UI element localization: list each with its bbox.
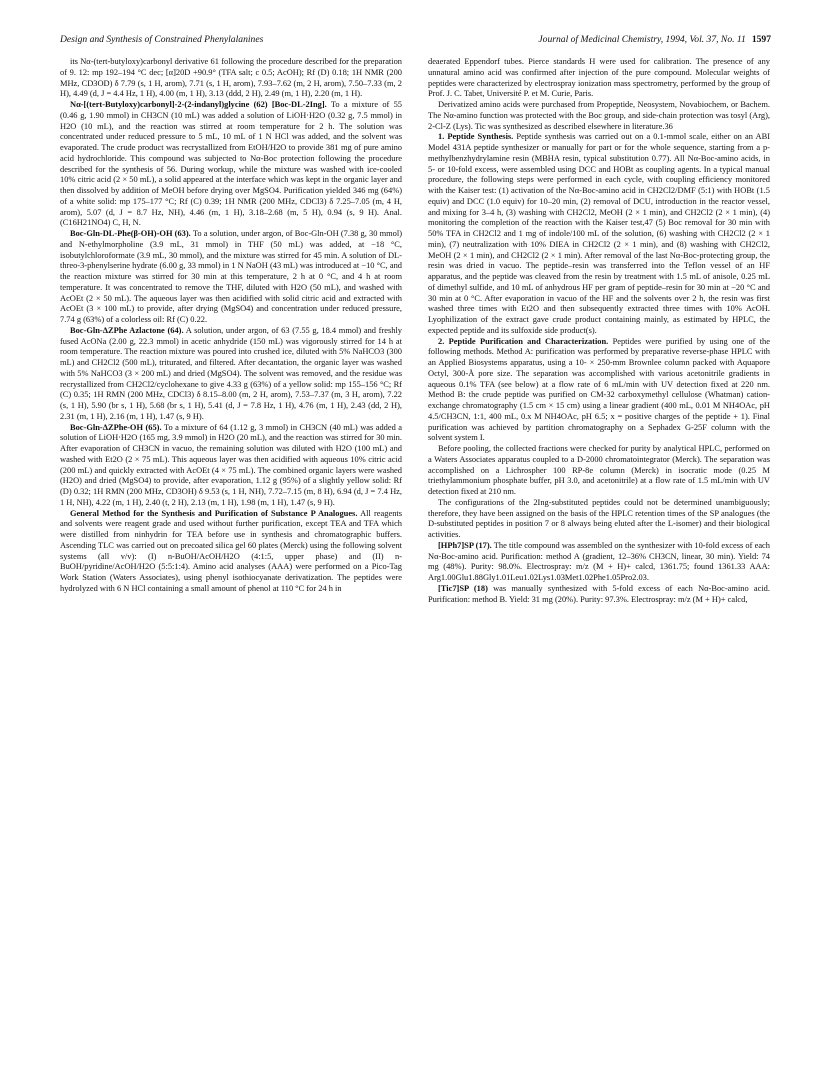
running-header (60, 34, 771, 50)
paragraph-heading: General Method for the Synthesis and Purification of Substance P Analogues. (70, 507, 358, 518)
page-number: 1597 (751, 34, 771, 45)
running-title: Design and Synthesis of Constrained Phenylalanines (60, 34, 264, 45)
paragraph-text: All reagents and solvents were reagent grade and used without further purification, except TEA and TFA which were distilled from ninhydrin for TEA before use in synthesis and chromatographic buffers. Ascending TLC was carried out on precoated silica gel 60 plates (Merck) using the following solvent systems (all v/v): (I) n-BuOH/AcOH/H2O (4:1:5, upper phase) and (II) n-BuOH/pyridine/AcOH/H2O (5:5:1:4). Amino acid analyses (AAA) were performed on a Pico-Tag Work Station (Waters Associates), using phenyl isothiocyanate derivatization. The peptides were hydrolyzed with 6 N HCl containing a small amount of phenol at 110 °C for 24 h in (60, 507, 402, 593)
paragraph-text: deaerated Eppendorf tubes. Pierce standards H were used for calibration. The presence of any unnatural amino acid was confirmed after injection of the pure compound. Molecular weights of peptides were characterized by electrospray ionization mass spectrometry, performed by the group of Prof. J. C. Tabet, Université P. et M. Curie, Paris. (428, 56, 770, 99)
paragraph (428, 56, 770, 99)
paragraph-text: To a solution, under argon, of Boc-Gln-OH (7.38 g, 30 mmol) and N-ethylmorpholine (3.9 mL, 31 mmol) in THF (50 mL) was added, at −18 °C, isobutylchloroformate (3.9 mL, 30 mmol), and the mixture was stirred for 45 min. A solution of DL-threo-3-phenylserine hydrate (6.00 g, 33 mmol) in 1 N NaOH (43 mL) was introduced at −10 °C, and the reaction mixture was stirred for 30 min at this temperature, 2 h at 0 °C, and 4 h at room temperature. It was concentrated to remove the THF, diluted with H2O (50 mL), and washed with AcOEt (2 × 50 mL). The aqueous layer was then acidified with solid citric acid and extracted with AcOEt (3 × 100 mL) to provide, after drying (MgSO4) and concentration under reduced pressure, 7.74 g (63%) of a colorless oil: Rf (C) 0.22. (60, 228, 403, 324)
paragraph-heading: Nα-[(tert-Butyloxy)carbonyl]-2-(2-indanyl)glycine (62) [Boc-DL-2Ing]. (70, 99, 327, 109)
paragraph-heading: Boc-Gln-DL-Phe(β-OH)-OH (63). (70, 228, 191, 238)
paragraph-heading: Boc-Gln-ΔZPhe Azlactone (64). (70, 324, 184, 335)
paragraph-text: The configurations of the 2Ing-substituted peptides could not be determined unambiguously; therefore, they have been assigned on the basis of the HPLC retention times of the SP analogues (the D-substituted peptides in position 7 or 8 always being eluted after the L-isomer) and their biological activities. (428, 496, 770, 539)
paragraph-text: To a mixture of 64 (1.12 g, 3 mmol) in CH3CN (40 mL) was added a solution of LiOH·H2O (165 mg, 3.9 mmol) in H2O (20 mL), and the reaction was stirred for 30 min. After evaporation of CH3CN in vacuo, the remaining solution was diluted with H2O (100 mL) and washed with Et2O (2 × 75 mL). This aqueous layer was then acidified with aqueous 10% citric acid (200 mL) and quickly extracted with AcOEt (4 × 75 mL). The combined organic layers were washed (H2O) and dried (MgSO4) to provide, after evaporation, 1.12 g (95%) of a slightly yellow solid: Rf (D) 0.32; 1H RMN (200 MHz, CD3OH) δ 9.53 (s, 1 H, NH), 7.72–7.15 (m, 8 H), 6.94 (d, J = 7.4 Hz, 1 H, NH), 4.22 (m, 1 H), 2.40 (t, 2 H), 2.13 (m, 1 H), 1.98 (m, 1 H), 1.47 (s, 9 H). (60, 421, 402, 507)
paragraph (60, 508, 402, 594)
paragraph-heading: 2. Peptide Purification and Characterization. (438, 335, 609, 346)
paragraph-text: To a mixture of 55 (0.46 g, 1.90 mmol) in CH3CN (10 mL) was added a solution of LiOH·H2O (0.32 g, 7.5 mmol) in H2O (10 mL), and the reaction was stirred at room temperature for 2 h. The solution was concentrated under reduced pressure to 5 mL, 10 mL of 1 N HCl was added, and the solvent was evaporated. The crude product was recrystallized from EtOH/H2O to provide 381 mg of pure amino acid hydrochloride. This compound was subjected to Nα-Boc protection following the procedure described for the synthesis of 56. During workup, while the mixture was washed with ice-cooled 10% citric acid (2 × 50 mL), a solid appeared at the interface which was kept in the organic layer and then dissolved by addition of MeOH before drying over MgSO4. Purification yielded 346 mg (64%) of a white solid: mp 175–177 °C; Rf (C) 0.39; 1H NMR (200 MHz, CDCl3) δ 7.25–7.05 (m, 4 H, arom), 5.07 (d, J = 8.7 Hz, NH), 4.46 (m, 1 H), 3.18–2.68 (m, 5 H), 0.94 (s, 9 H). Anal. (C16H21NO4) C, H, N. (60, 99, 402, 228)
paragraph (60, 422, 402, 508)
paragraph-text: its Nα-(tert-butyloxy)carbonyl derivative 61 following the procedure described for the preparation of 9. 12: mp 192–194 °C dec; [α]20D +90.9° (TFA salt; c 0.5; AcOH); Rf (D) 0.18; 1H NMR (200 MHz, CD3OD) δ 7.79 (s, 1 H, arom), 7.71 (s, 1 H, arom), 7.93–7.62 (m, 2 H, arom), 7.50–7.33 (m, 2 H), 4.49 (d, J = 4.4 Hz, 1 H), 4.00 (m, 1 H), 3.13 (ddd, 2 H), 2.49 (m, 1 H), 2.20 (m, 1 H). (60, 56, 402, 99)
paragraph (60, 325, 402, 422)
paragraph (428, 540, 770, 583)
paragraph-heading: Boc-Gln-ΔZPhe-OH (65). (70, 421, 162, 432)
paragraph (60, 228, 402, 325)
paragraph-text: Peptides were purified by using one of the following methods. Method A: purification was performed by preparative reverse-phase HPLC with an Applied Biosystems apparatus, using a 10- × 250-mm Brownlee column packed with Aquapore Octyl, 300-Å pore size. The separation was accomplished with various acetonitrile gradients in aqueous 0.1% TFA (see below) at a flow rate of 6 mL/min with UV detection fixed at 220 nm. Method B: the crude peptide was purified on CM-32 carboxymethyl cellulose (Whatman) cation-exchange chromatography (1.5 cm × 15 cm) using a linear gradient (400 mL, 0.01 M NH4OAc, pH 4.5/CH3CN, 1:1, 400 mL, 0.x M NH4OAc, pH 6.5; x = positive charges of the peptide + 1). Final purification was achieved by partition chromatography on a Sephadex G-25F column with the solvent system I. (428, 335, 770, 443)
right-column (428, 56, 770, 604)
paragraph (428, 497, 770, 540)
paragraph-text: Peptide synthesis was carried out on a 0.1-mmol scale, either on an ABI Model 431A peptide synthesizer or manually for part or for the whole sequence, starting from a p-methylbenzhydrylamine resin (MBHA resin, typical substitution 0.77). All Nα-Boc-amino acids, in 5- or 10-fold excess, were assembled using DCC and HOBt as coupling agents. In a typical manual procedure, the following steps were performed in each cycle, with coupling efficiency monitored with the Kaiser test: (1) activation of the Nα-Boc-amino acid in CH2Cl2/DMF (5:1) with HOBt (1.5 equiv) and DCC (1.0 equiv) for 10–20 min, (2) removal of DCU, introduction in the reactor vessel, and mixing for 3–4 h, (3) washing with CH2Cl2, MeOH (2 × 1 min), and CH2Cl2 (2 × 1 min), (4) monitoring the completion of the reaction with the Kaiser test,47 (5) Boc removal for 30 min with 50% TFA in CH2Cl2 and 1 mg of indole/100 mL of the solution, (6) washing with CH2Cl2 (2 × 1 min), (7) neutralization with 10% DIEA in CH2Cl2 (2 × 1 min), and (8) washing with CH2Cl2, MeOH (2 × 1 min), and CH2Cl2 (2 × 1 min). After removal of the last Nα-Boc-protecting group, the resin was dried in vacuo. The peptide–resin was transferred into the Teflon vessel of an HF apparatus, and the peptide was cleaved from the resin by treatment with 1.5 mL of anisole, 0.25 mL of dimethyl sulfide, and 10 mL of anhydrous HF per gram of peptide–resin for 30 min at −20 °C and 30 min at 0 °C. After evaporation in vacuo of the HF and the solvents over 2 h, the resin was first washed three times with Et2O and then subsequently extracted three times with 10% AcOH. Lyophilization of the extract gave crude product containing mainly, as estimated by HPLC, the expected peptide and its sulfoxide side product(s). (428, 131, 770, 335)
left-column (60, 56, 402, 594)
paragraph-heading: [Tic7]SP (18) (438, 582, 488, 593)
paragraph (428, 583, 770, 605)
paragraph (428, 443, 770, 497)
paragraph (60, 56, 402, 99)
paragraph-text: was manually synthesized with 5-fold excess of each Nα-Boc-amino acid. Purification: method B. Yield: 31 mg (20%). Purity: 97.3%. Electrospray: m/z (M + H)+ calcd, (428, 582, 770, 604)
paragraph-heading: [HPh7]SP (17). (438, 539, 492, 550)
paragraph (428, 99, 770, 131)
paragraph (428, 336, 770, 444)
paragraph-text: The title compound was assembled on the synthesizer with 10-fold excess of each Nα-Boc-amino acid. Purification: method A (gradient, 12–36% CH3CN, linear, 30 min). Yield: 74 mg (48%). Purity: 98.0%. Electrospray: m/z (M + H)+ calcd, 1361.75; found 1361.33 AAA: Arg1.00Glu1.88Gly1.01Leu1.02Lys1.03Met1.02Phe1.05Pro2.03. (428, 539, 770, 582)
paragraph (428, 131, 770, 335)
paragraph (60, 99, 402, 228)
journal-citation (538, 34, 771, 45)
paragraph-text: A solution, under argon, of 63 (7.55 g, 18.4 mmol) and freshly fused AcONa (2.00 g, 22.3 mmol) in acetic anhydride (150 mL) was vigorously stirred for 14 h at room temperature. The reaction mixture was poured into crushed ice, diluted with 5% NaHCO3 (300 mL) and CH2Cl2 (500 mL), triturated, and filtered. After decantation, the organic layer was washed with 5% NaHCO3 (3 × 200 mL) and dried (MgSO4). The solvent was removed, and the residue was recrystallized from CH2Cl2/cyclohexane to give 4.33 g (63%) of a yellow solid: mp 155–156 °C; Rf (C) 0.35; 1H RMN (200 MHz, CDCl3) δ 8.15–8.00 (m, 2 H, arom), 7.53–7.37 (m, 3 H, arom), 7.22 (s, 1 H), 5.90 (br s, 1 H), 5.68 (br s, 1 H), 5.41 (d, J = 7.8 Hz, 1 H), 4.76 (m, 1 H), 2.43 (dd, 2 H), 2.31 (m, 1 H), 2.16 (m, 1 H), 1.47 (s, 9 H). (60, 324, 403, 421)
paragraph-heading: 1. Peptide Synthesis. (438, 131, 514, 142)
paragraph-text: Before pooling, the collected fractions were checked for purity by analytical HPLC, performed on a Waters Associates apparatus coupled to a D-2000 chromatointegrator (Merck). The separation was accomplished on a Lichrospher 100 RP-8e column (Merck) in isocratic mode (0.25 M triethylammonium phosphate buffer, pH 3.0, and acetonitrile) at a flow rate of 1.5 mL/min with UV detection fixed at 210 nm. (428, 443, 770, 496)
paragraph-text: Derivatized amino acids were purchased from Propeptide, Neosystem, Novabiochem, or Bachem. The Nα-amino function was protected with the Boc group, and side-chain protection was tosyl (Arg), 2-Cl-Z (Lys). Tic was synthesized as described elsewhere in literature.36 (428, 99, 770, 131)
journal-name: Journal of Medicinal Chemistry, 1994, Vol. 37, No. 11 (538, 34, 746, 45)
